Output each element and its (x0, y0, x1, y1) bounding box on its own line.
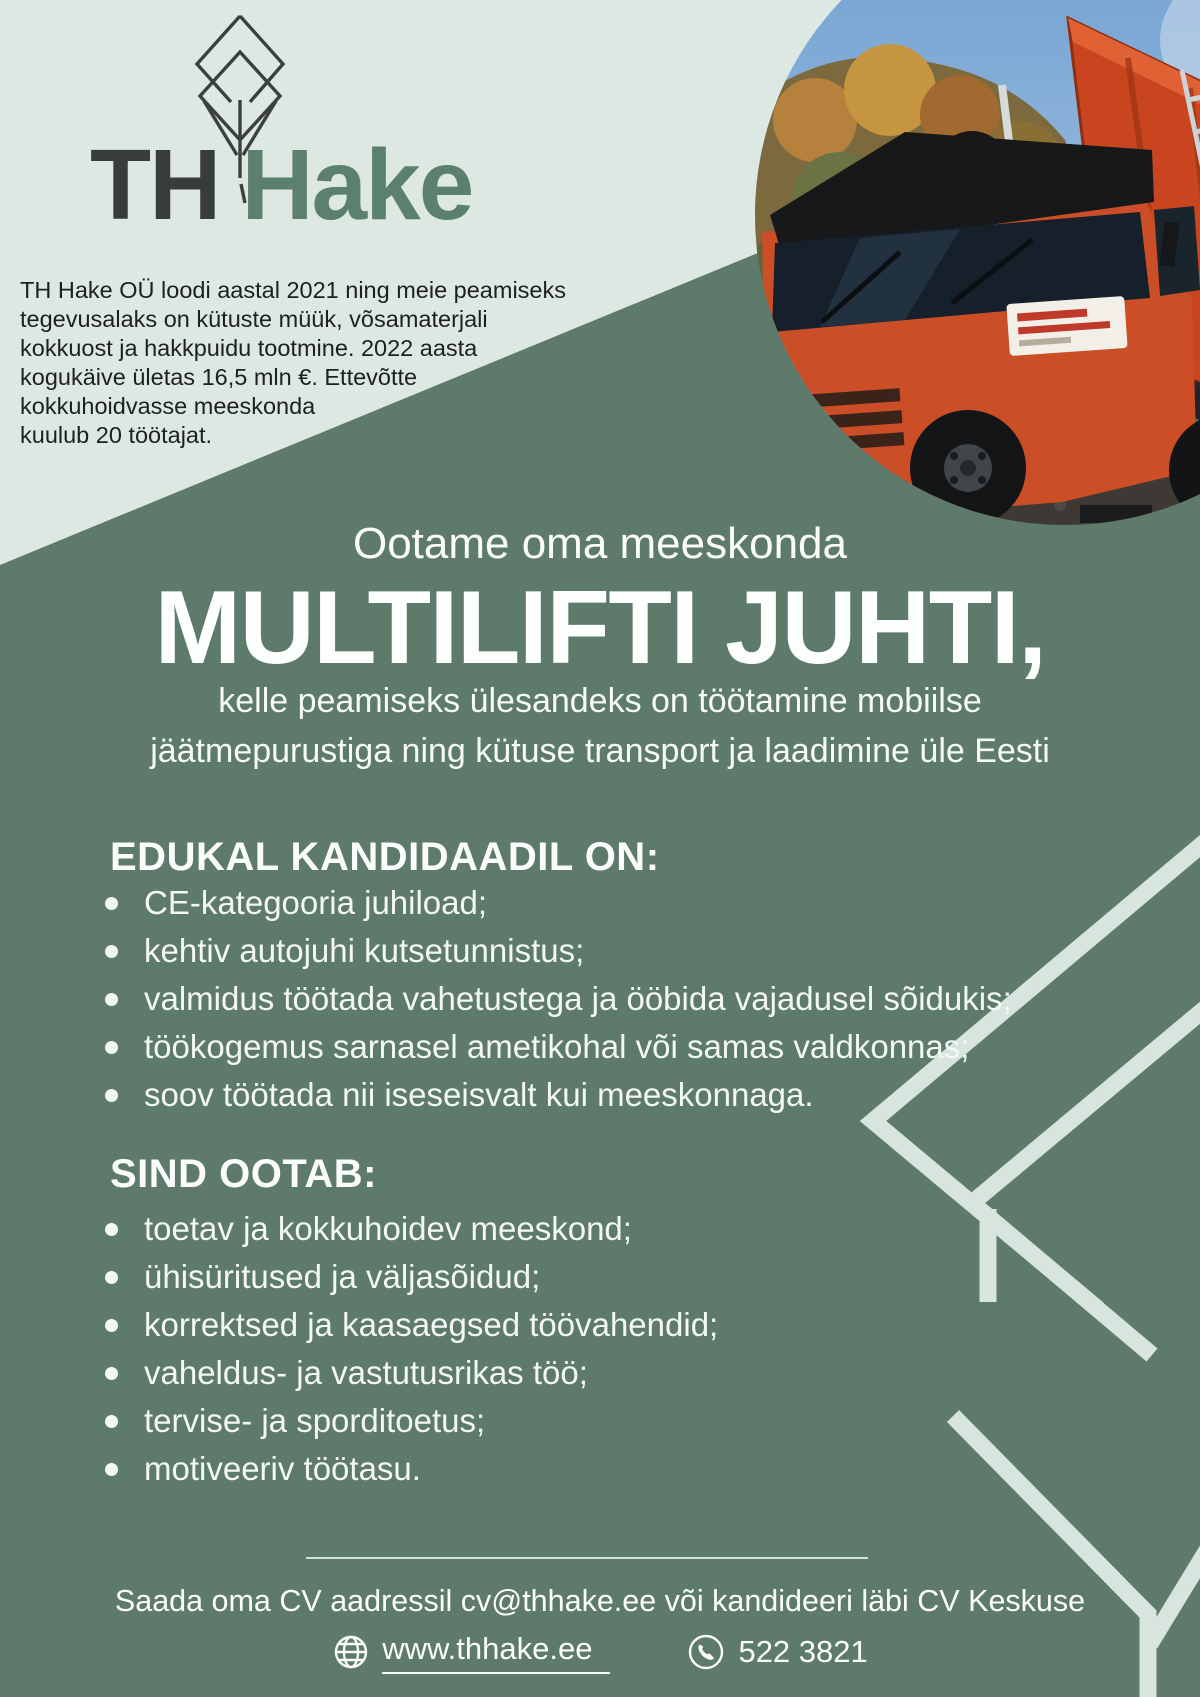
intro-line: kokkuost ja hakkpuidu tootmine. 2022 aasta (20, 335, 478, 361)
hero-kicker: Ootame oma meeskonda (352, 519, 848, 568)
logo-text-hake: Hake (241, 129, 473, 241)
door-sticker (1006, 296, 1127, 356)
offers-heading: SIND OOTAB: (110, 1152, 377, 1196)
phone-number: 522 3821 (738, 1634, 868, 1669)
intro-line: TH Hake OÜ loodi aastal 2021 ning meie peamiseks (20, 277, 566, 303)
footer-divider (306, 1557, 868, 1559)
list-item: korrektsed ja kaasaegsed töövahendid; (103, 1301, 1123, 1349)
website-contact (332, 1631, 610, 1674)
contact-row (0, 1626, 1200, 1678)
list-item: soov töötada nii iseseisvalt kui meeskonnaga. (103, 1071, 1123, 1119)
list-item: motiveeriv töötasu. (103, 1445, 1123, 1493)
list-item: valmidus töötada vahetustega ja ööbida vajadusel sõidukis; (103, 975, 1123, 1023)
truck-photo-illustration (755, 0, 1200, 525)
list-item: ühisüritused ja väljasõidud; (103, 1253, 1123, 1301)
company-intro (20, 276, 640, 450)
list-item: toetav ja kokkuhoidev meeskond; (103, 1205, 1123, 1253)
list-item: vaheldus- ja vastutusrikas töö; (103, 1349, 1123, 1397)
list-item: CE-kategooria juhiload; (103, 879, 1123, 927)
phone-icon (686, 1632, 726, 1672)
list-item: tervise- ja sporditoetus; (103, 1397, 1123, 1445)
intro-line: tegevusalaks on kütuste müük, võsamaterjali (20, 306, 488, 332)
requirements-heading: EDUKAL KANDIDAADIL ON: (110, 835, 660, 879)
list-item: kehtiv autojuhi kutsetunnistus; (103, 927, 1123, 975)
offers-list (103, 1205, 1123, 1493)
globe-icon (332, 1633, 370, 1671)
job-subtitle (0, 676, 1200, 776)
list-item: töökogemus sarnasel ametikohal või samas valdkonnas; (103, 1023, 1123, 1071)
intro-line: kogukäive ületas 16,5 mln €. Ettevõtte (20, 364, 418, 390)
truck-photo (755, 0, 1200, 525)
apply-cta-text: Saada oma CV aadressil cv@thhake.ee või kandideeri läbi CV Keskuse (114, 1584, 1086, 1618)
headlight (798, 456, 870, 479)
job-title: MULTILIFTI JUHTI, (154, 570, 1046, 686)
intro-line: kokkuhoidvasse meeskonda (20, 393, 316, 419)
subtitle-line: jäätmepurustiga ning kütuse transport ja laadimine üle Eesti (150, 732, 1050, 770)
requirements-list (103, 879, 1123, 1119)
logo-text-th: TH (90, 129, 220, 241)
grille (790, 388, 905, 453)
intro-line: kuulub 20 töötajat. (20, 422, 213, 448)
logo-wordmark (90, 130, 650, 240)
side-window (1154, 206, 1200, 296)
phone-contact (686, 1632, 867, 1672)
subtitle-line: kelle peamiseks ülesandeks on töötamine mobiilse (218, 682, 982, 720)
website-link[interactable]: www.thhake.ee (382, 1631, 610, 1674)
